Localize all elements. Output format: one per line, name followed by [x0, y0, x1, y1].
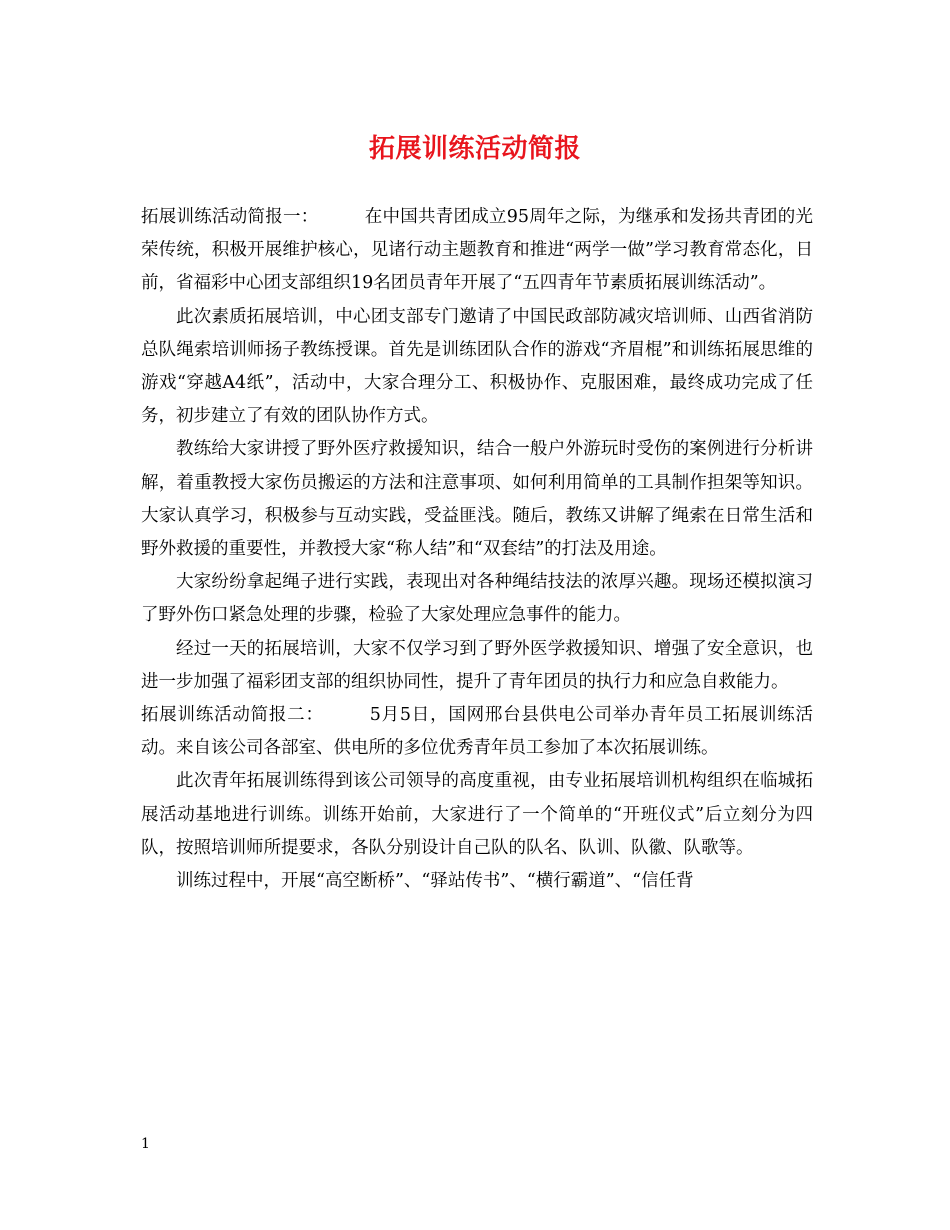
- section1-paragraph: 经过一天的拓展培训，大家不仅学习到了野外医学救援知识、增强了安全意识，也进一步加强了福彩团支部的组织协同性，提升了青年团员的执行力和应急自救能力。: [141, 638, 813, 692]
- section2-paragraph: 训练过程中，开展“高空断桥”、“驿站传书”、“横行霸道”、“信任背: [176, 871, 694, 892]
- section1-paragraph: 大家纷纷拿起绳子进行实践，表现出对各种绳结技法的浓厚兴趣。现场还模拟演习了野外伤口紧急处理的步骤，检验了大家处理应急事件的能力。: [141, 572, 813, 626]
- section2-paragraph: 此次青年拓展训练得到该公司领导的高度重视，由专业拓展培训机构组织在临城拓展活动基地进行训练。训练开始前，大家进行了一个简单的“开班仪式”后立刻分为四队，按照培训师所提要求，各队分别设计自己队的队名、队训、队徽、队歌等。: [141, 771, 813, 858]
- section2-intro-text: 5月5日，国网邢台县供电公司举办青年员工拓展训练活动。来自该公司各部室、供电所的多位优秀青年员工参加了本次拓展训练。: [141, 705, 813, 759]
- section2-label: 拓展训练活动简报二：: [141, 705, 324, 726]
- section2-intro-paragraph: [141, 699, 813, 765]
- document-body: [141, 201, 813, 898]
- section1-label: 拓展训练活动简报一：: [141, 207, 319, 227]
- section1-intro-paragraph: [141, 201, 813, 301]
- page-number: 1: [141, 1136, 150, 1152]
- section1-paragraph: 教练给大家讲授了野外医疗救援知识，结合一般户外游玩时受伤的案例进行分析讲解，着重教授大家伤员搬运的方法和注意事项、如何利用简单的工具制作担架等知识。大家认真学习，积极参与互动实践，受益匪浅。随后，教练又讲解了绳索在日常生活和野外救援的重要性，并教授大家“称人结”和“双套结”的打法及用途。: [141, 439, 813, 560]
- section1-paragraph: 此次素质拓展培训，中心团支部专门邀请了中国民政部防减灾培训师、山西省消防总队绳索培训师扬子教练授课。首先是训练团队合作的游戏“齐眉棍”和训练拓展思维的游戏“穿越A4纸”，活动中，大家合理分工、积极协作、克服困难，最终成功完成了任务，初步建立了有效的团队协作方式。: [141, 306, 813, 427]
- document-title: 拓展训练活动简报: [368, 134, 581, 164]
- section1-intro-text: 在中国共青团成立95周年之际，为继承和发扬共青团的光荣传统，积极开展维护核心，见诸行动主题教育和推进“两学一做”学习教育常态化，日前，省福彩中心团支部组织19名团员青年开展了“五四青年节素质拓展训练活动”。: [141, 207, 813, 294]
